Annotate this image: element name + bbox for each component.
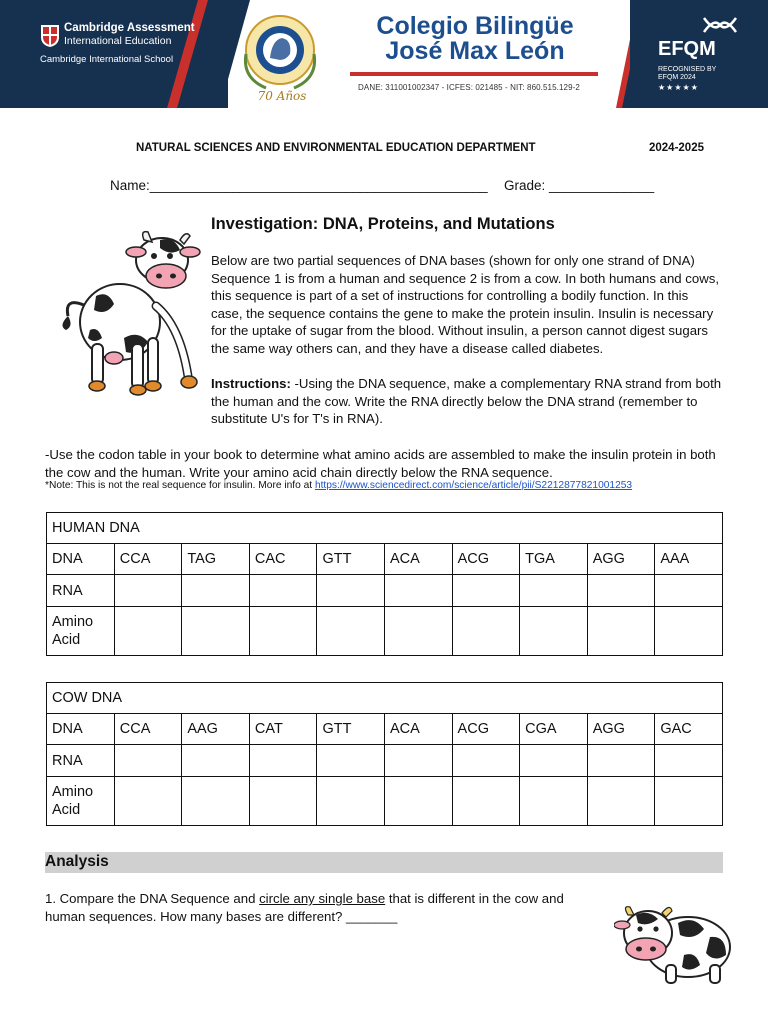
rna-answer-cell[interactable] [249,575,317,607]
amino-acid-row [47,777,723,826]
amino-answer-cell[interactable] [520,777,588,826]
efqm-recognised [658,66,716,82]
amino-answer-cell[interactable] [655,607,723,656]
row-label-line: Acid [52,802,81,818]
cambridge-shield-icon [40,24,60,48]
codon-cell: ACA [385,544,453,575]
question-text: 1. Compare the DNA Sequence and [45,891,260,906]
rna-answer-cell[interactable] [385,575,453,607]
rna-answer-cell[interactable] [655,575,723,607]
codon-cell: CAC [249,544,317,575]
amino-answer-cell[interactable] [452,777,520,826]
efqm-logo-icon [700,12,740,38]
row-label: DNA [47,544,115,575]
analysis-heading-bar [45,852,723,873]
row-label [47,607,115,656]
school-seal-logo [232,8,332,104]
codon-cell: CGA [520,714,588,745]
row-label-line: Amino [52,784,94,800]
dna-row [47,544,723,575]
row-label: DNA [47,714,115,745]
efqm-recognised-line: RECOGNISED BY [658,66,717,73]
question-text: that is different in the cow and human sequences. How many bases are different? _______ [45,891,564,924]
seal-anniversary: 70 Años [257,89,307,103]
codon-instruction: -Use the codon table in your book to determine what amino acids are assembled to make the insulin protein in both the cow and the human. Write your amino acid chain directly below the RNA sequence. [45,447,716,480]
codon-cell: AGG [587,544,655,575]
amino-answer-cell[interactable] [452,607,520,656]
amino-answer-cell[interactable] [384,777,452,826]
dna-row [47,714,723,745]
cow-head-illustration [614,893,734,987]
rna-answer-cell[interactable] [182,575,250,607]
rna-answer-cell[interactable] [452,575,520,607]
codon-cell: ACA [384,714,452,745]
cow-illustration [56,226,204,404]
school-name-line2: José Max León [385,37,565,65]
amino-answer-cell[interactable] [182,777,250,826]
note-link[interactable]: https://www.sciencedirect.com/science/article/pii/S2212877821001253 [314,480,633,491]
amino-answer-cell[interactable] [114,777,182,826]
amino-answer-cell[interactable] [114,607,182,656]
school-name [352,14,598,64]
rna-row [47,745,723,777]
amino-answer-cell[interactable] [249,777,317,826]
question-1 [45,890,605,926]
rna-answer-cell[interactable] [317,745,385,777]
intro-paragraph: Below are two partial sequences of DNA bases (shown for only one strand of DNA) Sequence 1 is from a human and sequence 2 is from a cow. In both humans and cows, this sequence is part of a set of instructions for controlling a bodily function. In this case, the sequence contains the gene to make the protein insulin. Insulin is necessary for the uptake of sugar from the blood. Without insulin, a person cannot digest sugars the same way others can, and they have a disease called diabetes. [211,253,720,356]
page-header [0,0,768,108]
cambridge-school: Cambridge International School [40,54,174,65]
row-label: RNA [47,575,115,607]
question-underlined-text: circle any single base [259,891,386,906]
grade-field[interactable]: Grade: ______________ [504,178,655,193]
rna-answer-cell[interactable] [317,575,385,607]
row-label [47,777,115,826]
codon-cell: CCA [114,544,182,575]
codon-cell: GTT [317,544,385,575]
amino-answer-cell[interactable] [317,777,385,826]
codon-cell: CCA [114,714,182,745]
cow-dna-table [46,682,723,826]
note-text: *Note: This is not the real sequence for insulin. More info at [45,480,315,491]
amino-answer-cell[interactable] [249,607,317,656]
amino-answer-cell[interactable] [317,607,385,656]
rna-answer-cell[interactable] [587,745,655,777]
rna-answer-cell[interactable] [520,745,588,777]
codon-cell: AAA [655,544,723,575]
cambridge-subtitle: International Education [64,35,172,47]
human-dna-table [46,512,723,656]
school-name-line1: Colegio Bilingüe [376,12,574,40]
rna-answer-cell[interactable] [384,745,452,777]
amino-answer-cell[interactable] [182,607,250,656]
table-title: COW DNA [47,683,723,714]
department-title: NATURAL SCIENCES AND ENVIRONMENTAL EDUCATION DEPARTMENT [136,142,536,154]
rna-answer-cell[interactable] [114,575,182,607]
codon-cell: CAT [249,714,317,745]
amino-answer-cell[interactable] [587,607,655,656]
amino-acid-row [47,607,723,656]
efqm-label: EFQM [658,38,716,60]
codon-cell: GAC [655,714,723,745]
amino-answer-cell[interactable] [655,777,723,826]
efqm-year: EFQM 2024 [658,74,696,81]
rna-answer-cell[interactable] [182,745,250,777]
school-ids: DANE: 311001002347 - ICFES: 021485 - NIT: 860.515.129-2 [358,83,580,92]
page-title: Investigation: DNA, Proteins, and Mutations [211,215,555,233]
rna-answer-cell[interactable] [249,745,317,777]
rna-row [47,575,723,607]
table-title: HUMAN DNA [47,513,723,544]
codon-cell: AGG [587,714,655,745]
rna-answer-cell[interactable] [655,745,723,777]
rna-answer-cell[interactable] [452,745,520,777]
efqm-stars: ★★★★★ [658,83,699,92]
amino-answer-cell[interactable] [520,607,588,656]
name-field[interactable]: Name:_____________________________________________ [110,178,488,193]
row-label-line: Amino [52,614,94,630]
amino-answer-cell[interactable] [587,777,655,826]
codon-cell: TAG [182,544,250,575]
school-year: 2024-2025 [649,142,704,154]
school-name-underline [350,72,598,76]
codon-cell: GTT [317,714,385,745]
row-label: RNA [47,745,115,777]
rna-answer-cell[interactable] [587,575,655,607]
rna-answer-cell[interactable] [520,575,588,607]
codon-cell: TGA [520,544,588,575]
rna-answer-cell[interactable] [114,745,182,777]
analysis-heading: Analysis [45,853,109,870]
codon-cell: AAG [182,714,250,745]
codon-cell: ACG [452,714,520,745]
row-label-line: Acid [52,632,81,648]
amino-answer-cell[interactable] [385,607,453,656]
instructions-text: -Using the DNA sequence, make a complementary RNA strand from both the human and the cow. Write the RNA directly below the DNA strand (remember to substitute U's for T's in RNA). [211,376,722,427]
instructions-paragraph [211,375,726,428]
codon-cell: ACG [452,544,520,575]
instructions-label: Instructions: [211,376,291,391]
sequence-note [45,480,632,491]
cambridge-title: Cambridge Assessment [64,22,195,34]
